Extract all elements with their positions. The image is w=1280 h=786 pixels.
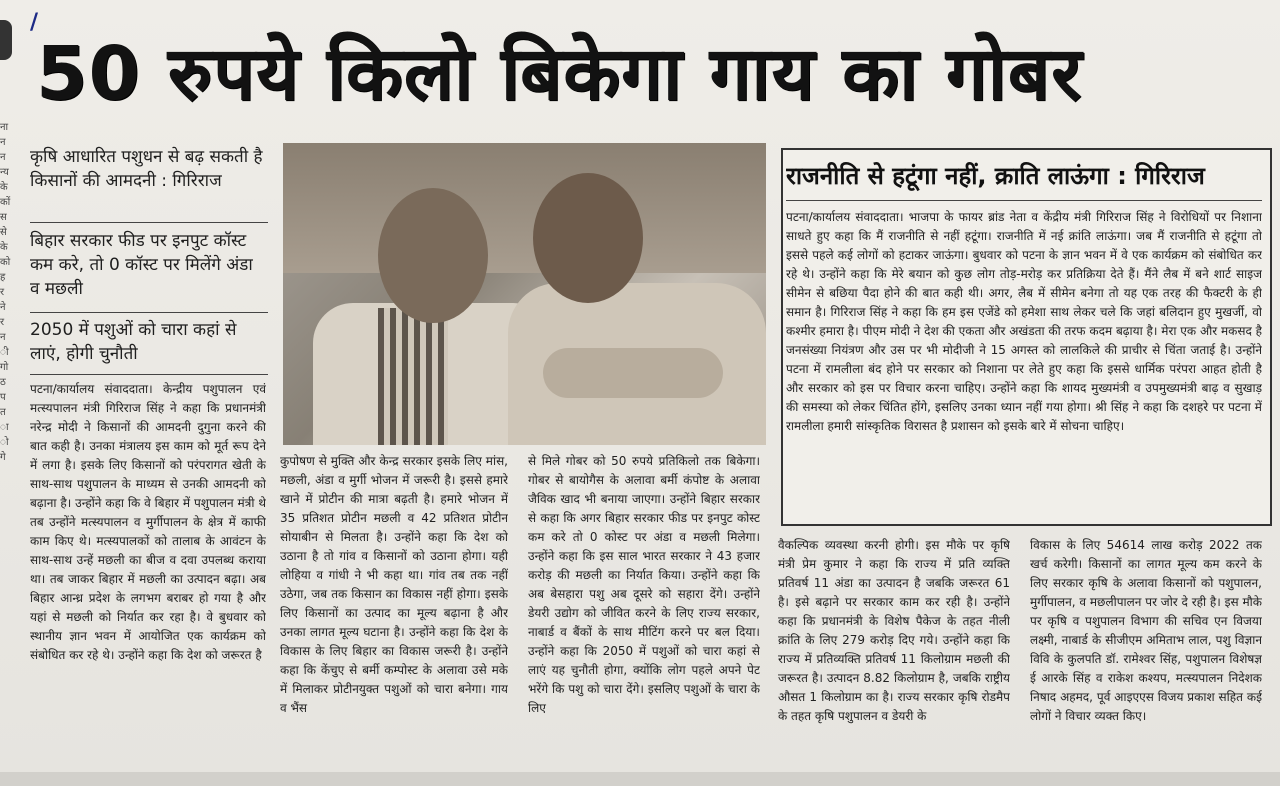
news-photo	[283, 143, 766, 445]
adjacent-column-fragment	[0, 120, 14, 740]
main-headline: 50 रुपये किलो बिकेगा गाय का गोबर	[36, 31, 1083, 117]
edge-fragment: न	[0, 137, 6, 148]
side-story-body: पटना/कार्यालय संवाददाता। भाजपा के फायर ब्रांड नेता व केंद्रीय मंत्री गिरिराज सिंह ने विरोधियों पर निशाना साधते हुए कहा कि मैं राजनीति से नहीं हटूंगा। राजनीति में नई क्रांति लाऊंगा। जब मैं राजनीति से हटूंगा तो इससे पहले कई लोगों को हटाकर जाऊंगा। बुधवार को पटना के ज्ञान भवन में वे एक कार्यक्रम को संबोधित कर रहे थे। उन्होंने कहा कि मेरे बयान को कुछ लोग तोड़-मरोड़ कर प्रतिक्रिया देते हैं। मैंने लैब में बने शार्ट साइज सीमेन से बछिया पैदा होने की बात कही थी। अगर, लैब में सीमेन बनेगा तो यह एक तरह की फैक्टरी के ही समान है। गिरिराज सिंह ने कहा कि हम इस एजेंडे को हमेशा साथ लेकर चले कि जहां बलिदान हुए मुखर्जी, वो कश्मीर हमारा है। पीएम मोदी ने देश की एकता और अखंडता की तरफ कदम बढ़ाया है। मेरा एक और मकसद है जनसंख्या नियंत्रण और उस पर भी मोदीजी ने 15 अगस्त को लालकिले की प्राचीर से चिंता जताई है। उन्होंने पटना में रामलीला बंद होने पर सरकार को निशाना पर लेते हुए कहा कि इससे धार्मिक परंपरा आहत होती है और सरकार को इस पर विचार करना चाहिए। उन्होंने कहा कि शायद मुख्यमंत्री व उपमुख्यमंत्री बाढ़ व सुखाड़ की समस्या को लेकर चिंतित होंगे, इसलिए उनका ध्यान नहीं गया होगा। श्री सिंह ने कहा कि दशहरे पर पटना में रामलीला हमारी सांस्कृतिक विरासत है प्रशासन को इसके बारे में सोचना चाहिए।	[786, 210, 1262, 433]
edge-fragment: न्य	[0, 167, 9, 178]
edge-fragment: ह	[0, 272, 6, 283]
edge-fragment: ा	[0, 422, 9, 433]
article-column-2: कुपोषण से मुक्ति और केन्द्र सरकार इसके लिए मांस, मछली, अंडा व मुर्गी भोजन में जरूरी है। इससे हमारे खाने में प्रोटीन की मात्रा बढ़ती है। हमारे भोजन में 35 प्रतिशत प्रोटीन मछली व 42 प्रतिशत प्रोटीन सोयाबीन से मिलता है। उन्होंने कहा कि देश को उठाना है तो गांव व किसानों को उठाना होगा। यही लोहिया व गांधी ने भी कहा था। गांव तब तक नहीं उठेगा, जब तक किसान का विकास नहीं होगा। इसके लिए किसानों का उत्पाद का मूल्य बढ़ाना है और उनका लागत मूल्य घटाना है। उन्होंने कहा कि देश के विकास के लिए बिहार का विकास जरूरी है। उन्होंने कहा कि केंचुए से बर्मी कम्पोस्ट के अलावा उसे मके में मिलाकर प्रोटीनयुक्त पशुओं को चारा बनेगा। गाय व भैंस	[280, 454, 508, 715]
subheadline-2: बिहार सरकार फीड पर इनपुट कॉस्ट कम करे, तो 0 कॉस्ट पर मिलेंगे अंडा व मछली	[30, 231, 253, 299]
edge-fragment: स	[0, 212, 7, 223]
divider	[30, 374, 268, 375]
edge-fragment: के	[0, 182, 8, 193]
edge-fragment: ो	[0, 437, 9, 448]
page-edge-shadow	[0, 20, 12, 60]
divider	[30, 222, 268, 223]
article-column-3: से मिले गोबर को 50 रुपये प्रतिकिलो तक बिकेगा। गोबर से बायोगैस के अलावा बर्मी कंपोष्ट के अलावा जैविक खाद भी बनाया जाएगा। उन्होंने बिहार सरकार से कहा कि अगर बिहार सरकार फीड पर इनपुट कोस्ट कम करे तो 0 कोस्ट पर अंडा व मछली मिलेगा। उन्होंने कहा कि इस साल भारत सरकार ने 43 हजार करोड़ की मछली का निर्यात किया। उन्होंने कहा कि अब बेसहारा पशु अब दूसरे को सहारा देंगे। उन्होंने डेयरी उद्योग को जीवित करने के लिए राज्य सरकार, नाबार्ड व बैंकों के साथ मीटिंग करने पर बल दिया। उन्होंने कहा कि 2050 में पशुओं को चारा कहां से लाएं यह चुनौती होगा, क्योंकि लोग पहले अपने पेट भरेंगे कि पशु को चारा देंगे। इसलिए पशुओं के चारा के लिए	[528, 454, 760, 715]
edge-fragment: न	[0, 152, 6, 163]
edge-fragment: गो	[0, 362, 9, 373]
edge-fragment: ना	[0, 122, 9, 133]
edge-fragment: त	[0, 407, 6, 418]
article-column-1: पटना/कार्यालय संवाददाता। केन्द्रीय पशुपालन एवं मत्स्यपालन मंत्री गिरिराज सिंह ने कहा कि प्रधानमंत्री नरेन्द्र मोदी ने किसानों की आमदनी दुगुना करने की बात कही है। उनका मंत्रालय इस काम को मूर्त रूप देने में लगा है। इसके लिए किसानों को परंपरागत खेती के साथ-साथ पशुपालन के माध्यम से उनकी आमदनी को बढ़ाना है। उन्होंने कहा कि वे बिहार में पशुपालन मंत्री थे तब उन्होंने मत्स्यपालन व मुर्गीपालन के क्षेत्र में काफी काम किए थे। मत्स्यपालकों को तालाब के आवंटन के साथ-साथ उन्हें मछली का बीज व दवा उपलब्ध कराया था। तब जाकर बिहार में मछली का उत्पादन बढ़ा। अब बिहार आन्ध्र प्रदेश के लगभग बराबर हो गया है और यहां से मछली को निर्यात कर रहा है। वे बुधवार को स्थानीय ज्ञान भवन में आयोजित एक कार्यक्रम को संबोधित कर रहे थे। उन्होंने कहा कि देश को जरूरत है	[30, 382, 266, 662]
edge-fragment: कों	[0, 197, 11, 208]
subheadline-1: कृषि आधारित पशुधन से बढ़ सकती है किसानों की आमदनी : गिरिराज	[30, 147, 263, 191]
edge-fragment: को	[0, 257, 11, 268]
edge-fragment: न	[0, 332, 6, 343]
edge-fragment: ठ	[0, 377, 6, 388]
edge-fragment: से	[0, 227, 7, 238]
ink-mark: /	[30, 10, 39, 35]
edge-fragment: ी	[0, 347, 9, 358]
edge-fragment: प	[0, 392, 6, 403]
subheadline-3: 2050 में पशुओं को चारा कहां से लाएं, होगी चुनौती	[30, 320, 237, 364]
side-story-headline: राजनीति से हटूंगा नहीं, क्राति लाऊंगा : गिरिराज	[786, 162, 1205, 190]
article-column-5: विकास के लिए 54614 लाख करोड़ 2022 तक खर्च करेगी। किसानों का लागत मूल्य कम करने के लिए सरकार कृषि के अलावा किसानों को पशुपालन, मुर्गीपालन, व मछलीपालन पर जोर दे रही है। इस मौके पर कृषि व पशुपालन विभाग की सचिव एन विजया लक्ष्मी, नाबार्ड के सीजीएम अमिताभ लाल, पशु विज्ञान विवि के कुलपति डॉ. रामेश्वर सिंह, पशुपालन विशेषज्ञ ई आरके सिंह व राकेश कश्यप, मत्स्यपालन निदेशक निषाद अहमद, पूर्व आइएएस विजय प्रकाश सहित कई लोगों ने विचार व्यक्त किए।	[1030, 538, 1262, 723]
edge-fragment: गे	[0, 452, 6, 463]
divider	[786, 200, 1262, 201]
divider	[30, 312, 268, 313]
edge-fragment: र	[0, 287, 5, 298]
edge-fragment: र	[0, 317, 5, 328]
edge-fragment: के	[0, 242, 8, 253]
edge-fragment: ने	[0, 302, 6, 313]
next-article-strip	[0, 772, 1280, 786]
article-column-4: वैकल्पिक व्यवस्था करनी होगी। इस मौके पर कृषि मंत्री प्रेम कुमार ने कहा कि राज्य में प्रति व्यक्ति प्रतिवर्ष 11 अंडा का उत्पादन है जबकि जरूरत 61 है। इसे बढ़ाने पर सरकार काम कर रही है। उन्होंने कहा कि प्रधानमंत्री के विशेष पैकेज के तहत नीली क्रांति के लिए 279 करोड़ दिए गये। उन्होंने कहा कि राज्य में प्रतिव्यक्ति प्रतिवर्ष 11 किलोग्राम मछली की जरूरत है। उत्पादन 8.82 किलोग्राम है, जबकि राष्ट्रीय औसत 1 किलोग्राम का है। राज्य सरकार कृषि रोडमैप के तहत कृषि पशुपालन व डेयरी के	[778, 538, 1010, 723]
